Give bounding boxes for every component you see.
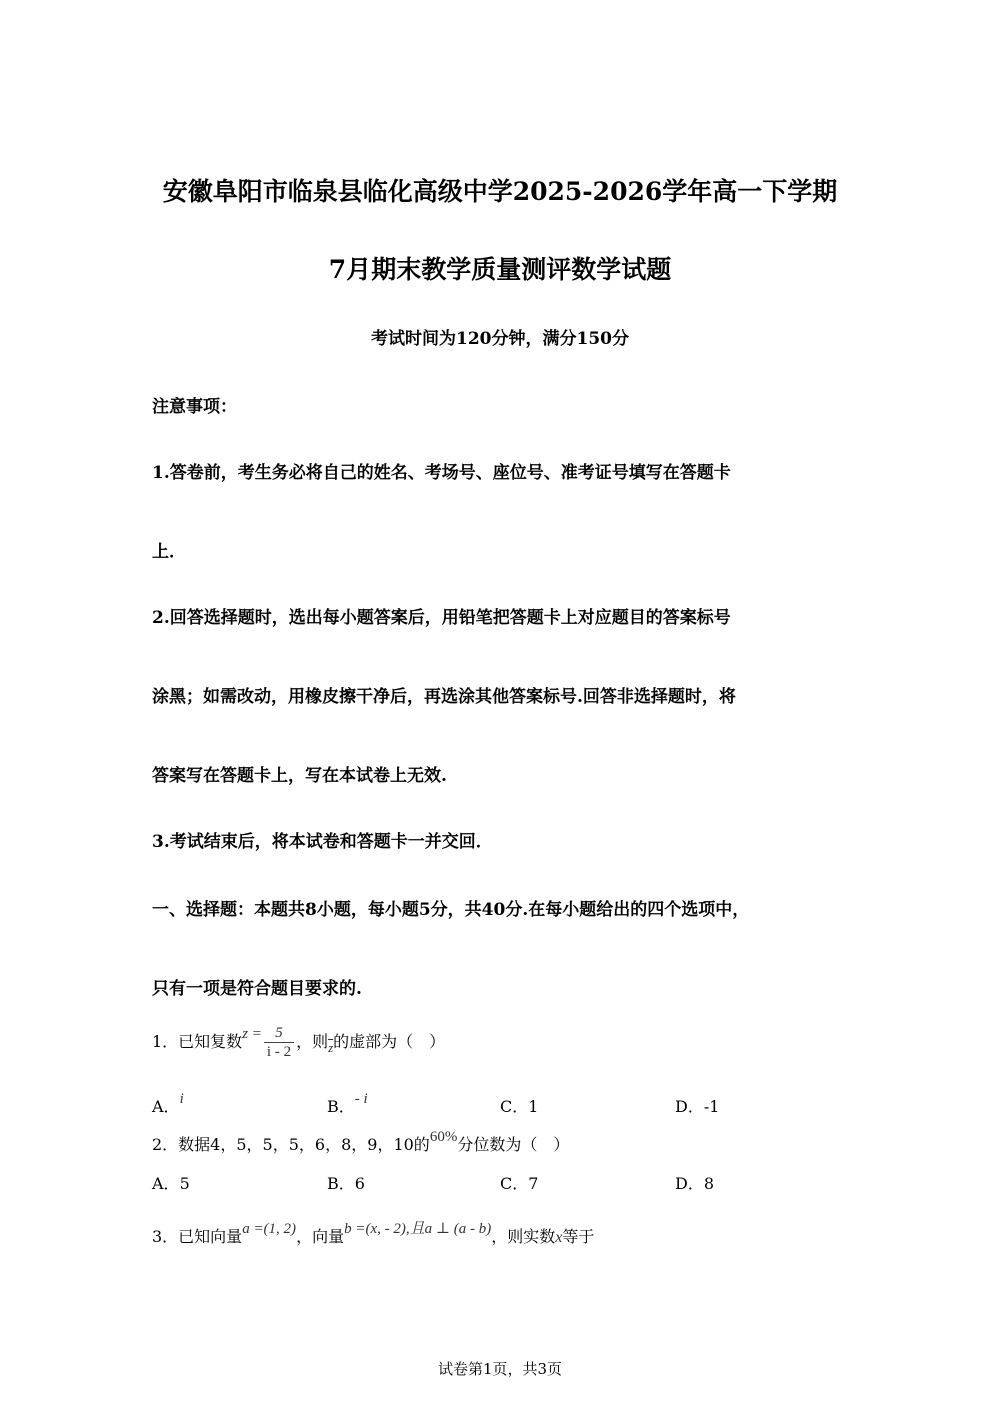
- q1-option-c: C．1: [500, 1097, 539, 1116]
- q1-option-b: B．- i: [327, 1091, 368, 1116]
- notice-item2-line1: 2.回答选择题时，选出每小题答案后，用铅笔把答题卡上对应题目的答案标号: [152, 608, 731, 628]
- notice-item2-line2: 涂黑；如需改动，用橡皮擦干净后，再选涂其他答案标号.回答非选择题时，将: [152, 687, 736, 707]
- q1-denominator: i - 2: [266, 1044, 292, 1060]
- exam-duration: 考试时间为120分钟，满分150分: [371, 329, 629, 349]
- q3-suffix: 等于: [562, 1227, 595, 1246]
- q2-option-b: B．6: [327, 1174, 365, 1193]
- notice-item2-line3: 答案写在答题卡上，写在本试卷上无效.: [152, 766, 447, 786]
- section1-instructions-line1: 一、选择题：本题共8小题，每小题5分，共40分.在每小题给出的四个选项中，: [152, 900, 750, 920]
- q1-mid: ，则: [296, 1032, 329, 1051]
- q2-percent: 60%: [429, 1129, 458, 1145]
- question-2: [152, 1129, 570, 1155]
- q1-option-d: D．-1: [675, 1097, 720, 1116]
- q1-z-equals: z =: [242, 1026, 262, 1042]
- notice-heading: 注意事项：: [152, 397, 237, 417]
- q2-option-c: C．7: [500, 1174, 539, 1193]
- q1-numerator: 5: [264, 1024, 294, 1043]
- q2-option-a: A．5: [152, 1174, 190, 1193]
- q3-vector-a: a =(1, 2): [242, 1221, 297, 1237]
- page-footer: 试卷第1页，共3页: [437, 1360, 563, 1378]
- q1-fraction: [264, 1024, 294, 1061]
- q1-z-conjugate: z: [328, 1040, 334, 1055]
- section1-instructions-line2: 只有一项是符合题目要求的.: [152, 979, 362, 999]
- q3-prefix: 3．已知向量: [152, 1227, 243, 1246]
- q3-suffix-pre: ，则实数: [491, 1227, 556, 1246]
- exam-title-line2: 7月期末教学质量测评数学试题: [328, 255, 672, 284]
- question-1: [152, 1024, 445, 1061]
- q1-prefix: 1．已知复数: [152, 1032, 243, 1051]
- q1-suffix: 的虚部为（ ）: [333, 1032, 446, 1051]
- notice-item1-line2: 上．: [152, 542, 186, 562]
- q2-suffix: 分位数为（ ）: [457, 1135, 570, 1154]
- exam-title-line1: 安徽阜阳市临泉县临化高级中学2025-2026学年高一下学期: [162, 177, 838, 206]
- notice-item1-line1: 1.答卷前，考生务必将自己的姓名、考场号、座位号、准考证号填写在答题卡: [152, 463, 731, 483]
- q3-mid: ，向量: [296, 1227, 345, 1246]
- question-3: [152, 1221, 595, 1247]
- q2-prefix: 2．数据4，5，5，5，6，8，9，10的: [152, 1135, 430, 1154]
- q1-option-a: A．i: [152, 1091, 184, 1116]
- q3-var-x: x: [555, 1229, 563, 1246]
- notice-item3: 3.考试结束后，将本试卷和答题卡一并交回．: [152, 832, 493, 852]
- q3-vector-b: b =(x, - 2),且a ⊥ (a - b): [344, 1221, 492, 1237]
- q2-option-d: D．8: [675, 1174, 715, 1193]
